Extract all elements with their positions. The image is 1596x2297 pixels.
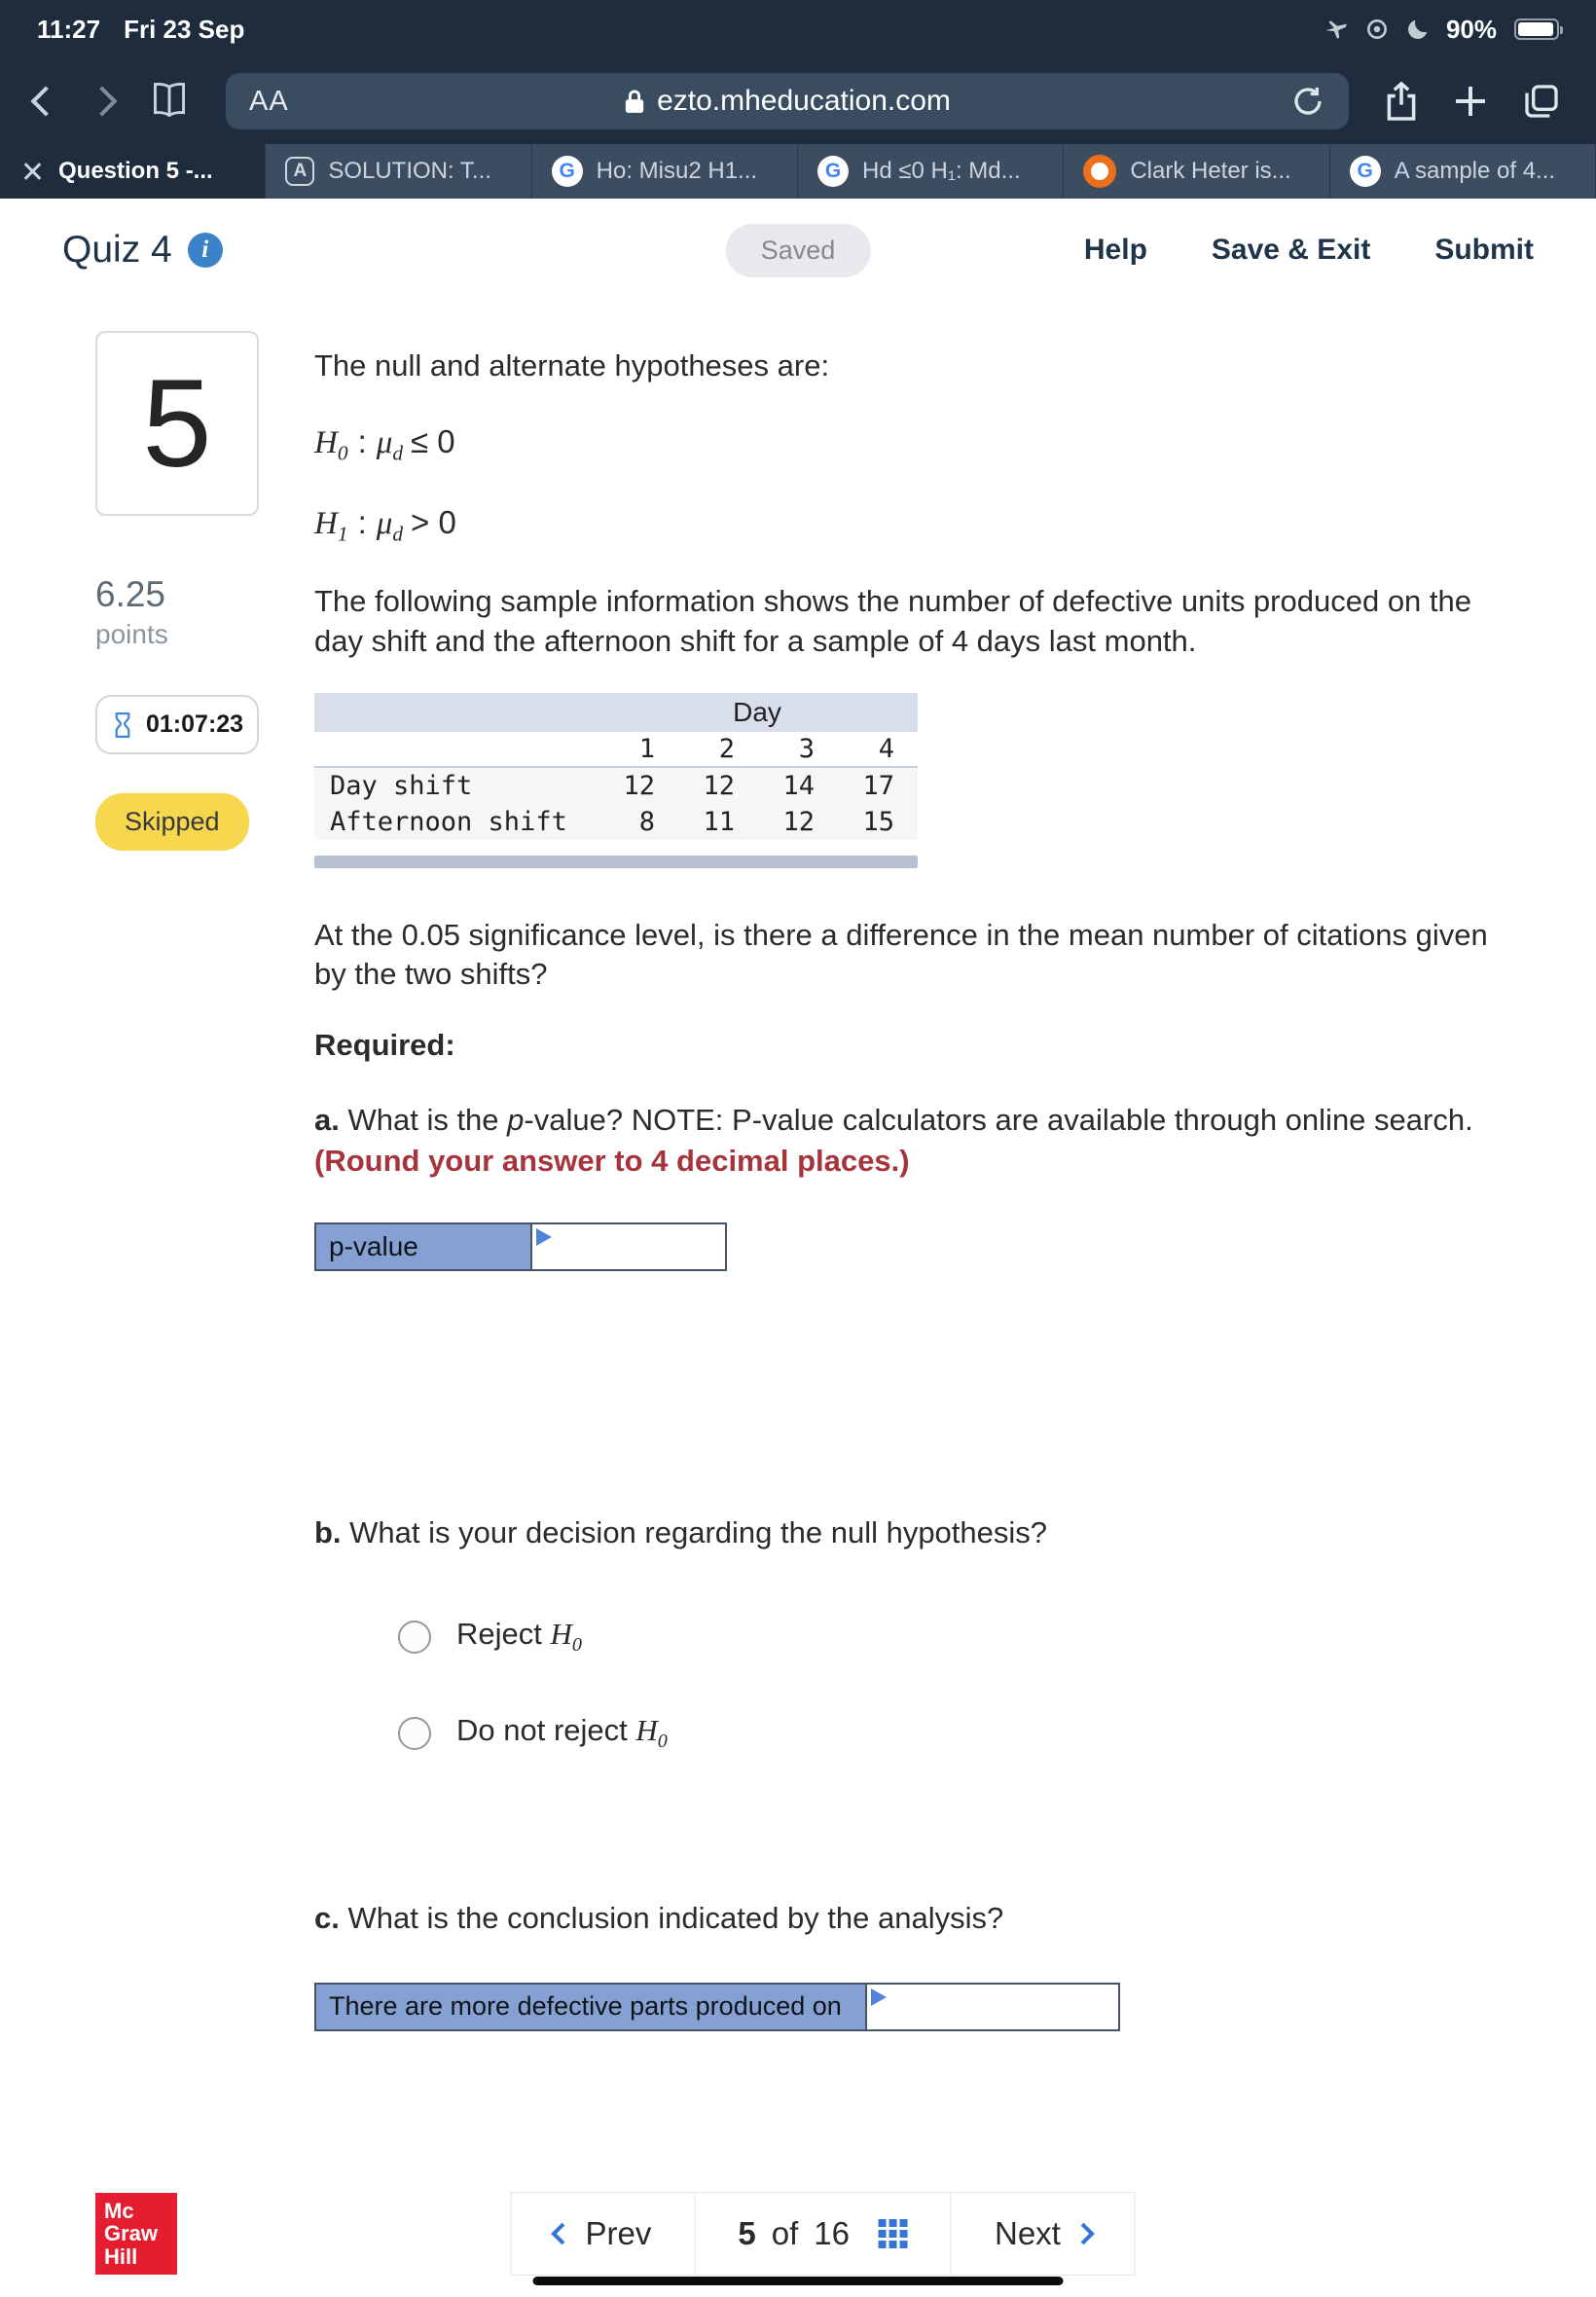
hypotheses-intro: The null and alternate hypotheses are: bbox=[314, 348, 830, 383]
save-exit-button[interactable]: Save & Exit bbox=[1211, 234, 1371, 266]
airplane-icon bbox=[1324, 17, 1349, 42]
column-header: 2 bbox=[718, 734, 735, 765]
text-size-button[interactable]: AA bbox=[249, 85, 289, 117]
hypothesis-alternate: $H_1$ : $\mu_d > 0$ bbox=[314, 503, 456, 546]
tab-google-3[interactable]: G A sample of 4... bbox=[1330, 144, 1596, 199]
sample-table bbox=[314, 693, 918, 840]
part-b-question: b. What is your decision regarding the null hypothesis? bbox=[314, 1514, 1048, 1550]
part-b-label: b. bbox=[314, 1514, 342, 1550]
timer-value: 01:07:23 bbox=[146, 711, 244, 738]
status-clock-date bbox=[37, 15, 244, 45]
google-favicon: G bbox=[1350, 156, 1381, 187]
battery-percent: 90% bbox=[1445, 14, 1497, 44]
option-label: Do not reject $H_0$ bbox=[456, 1713, 668, 1753]
flag-marker-icon bbox=[536, 1228, 552, 1246]
part-c-question: c. What is the conclusion indicated by the analysis? bbox=[314, 1901, 1004, 1936]
battery-icon bbox=[1514, 18, 1559, 40]
moon-icon bbox=[1405, 17, 1431, 42]
new-tab-icon[interactable] bbox=[1454, 85, 1487, 118]
p-value-input-wrap bbox=[532, 1224, 725, 1269]
part-a-label: a. bbox=[314, 1102, 340, 1137]
clock: 11:27 bbox=[37, 14, 101, 44]
hypothesis-null: $H_0$ : $\mu_d \le 0$ bbox=[314, 423, 455, 465]
required-label: Required: bbox=[314, 1027, 455, 1062]
next-button[interactable]: Next bbox=[951, 2193, 1135, 2275]
quiz-title: Quiz 4 bbox=[62, 229, 172, 271]
question-map-icon[interactable] bbox=[879, 2219, 908, 2248]
radio-button[interactable] bbox=[398, 1621, 431, 1654]
quiz-content bbox=[0, 302, 1596, 2170]
significance-question: At the 0.05 significance level, is there a difference in the mean number of citations given by the two shifts? bbox=[314, 918, 1488, 992]
points-label: points bbox=[95, 619, 168, 649]
back-button[interactable] bbox=[30, 86, 60, 116]
tab-google-1[interactable]: G Ho: Misu2 H1... bbox=[532, 144, 798, 199]
header-actions bbox=[1084, 234, 1534, 267]
p-value-input[interactable] bbox=[532, 1224, 725, 1269]
option-do-not-reject-h0[interactable] bbox=[398, 1713, 1579, 1753]
table-group-header-row bbox=[314, 693, 918, 732]
p-value-label: p-value bbox=[316, 1224, 532, 1269]
reload-icon[interactable] bbox=[1290, 84, 1325, 119]
points-value: 6.25 bbox=[95, 574, 166, 614]
info-icon[interactable]: i bbox=[188, 233, 223, 268]
of-label: of bbox=[771, 2215, 799, 2251]
rounding-note: (Round your answer to 4 decimal places.) bbox=[314, 1143, 910, 1178]
tab-solution[interactable]: A SOLUTION: T... bbox=[266, 144, 531, 199]
quiz-header bbox=[0, 199, 1596, 302]
table-group-header: Day bbox=[733, 697, 781, 728]
chevron-left-icon bbox=[551, 2223, 573, 2245]
current-page: 5 bbox=[738, 2215, 756, 2251]
help-button[interactable]: Help bbox=[1083, 234, 1147, 266]
status-indicators bbox=[1324, 15, 1559, 45]
date: Fri 23 Sep bbox=[124, 14, 245, 44]
p-italic: p bbox=[507, 1102, 525, 1137]
privacy-icon bbox=[1364, 17, 1390, 42]
orange-circle-favicon bbox=[1083, 155, 1116, 188]
conclusion-input-wrap bbox=[867, 1985, 1118, 2029]
tab-question-5[interactable]: Question 5 -... bbox=[0, 144, 266, 199]
sample-description: The following sample information shows the number of defective units produced on the day shift and the afternoon shift for a sample of 4 days last month. bbox=[314, 584, 1472, 658]
address-bar[interactable] bbox=[226, 73, 1349, 129]
url-text: ezto.mheducation.com bbox=[657, 85, 951, 117]
mcgraw-hill-logo: Mc Graw Hill bbox=[95, 2193, 177, 2275]
page-indicator bbox=[694, 2193, 951, 2275]
option-label: Reject $H_0$ bbox=[456, 1616, 582, 1657]
close-icon[interactable] bbox=[19, 159, 45, 184]
radio-button[interactable] bbox=[398, 1717, 431, 1750]
table-scrollbar[interactable] bbox=[314, 856, 918, 868]
prev-button[interactable]: Prev bbox=[512, 2193, 695, 2275]
timer bbox=[95, 695, 259, 754]
status-bar bbox=[0, 0, 1596, 58]
browser-toolbar bbox=[0, 58, 1596, 144]
total-pages: 16 bbox=[814, 2215, 850, 2251]
saved-badge: Saved bbox=[726, 224, 871, 277]
reader-favicon: A bbox=[285, 157, 314, 186]
forward-button[interactable] bbox=[87, 86, 117, 116]
conclusion-input[interactable] bbox=[867, 1985, 1118, 2029]
conclusion-label: There are more defective parts produced on bbox=[316, 1985, 867, 2029]
pagination bbox=[511, 2192, 1136, 2276]
column-header: 4 bbox=[878, 734, 894, 765]
conclusion-field bbox=[314, 1983, 1120, 2031]
option-reject-h0[interactable] bbox=[398, 1617, 1579, 1657]
table-column-header-row bbox=[314, 732, 918, 768]
url-display[interactable] bbox=[226, 85, 1349, 118]
p-value-field bbox=[314, 1222, 727, 1271]
question-body bbox=[314, 302, 1579, 2170]
column-header: 3 bbox=[798, 734, 815, 765]
question-sidebar bbox=[95, 302, 261, 2170]
chevron-right-icon bbox=[1073, 2223, 1096, 2245]
table-row-afternoon-shift: Afternoon shift 8 11 12 15 bbox=[314, 804, 918, 840]
lock-icon bbox=[624, 88, 645, 115]
table-row-day-shift: Day shift 12 12 14 17 bbox=[314, 768, 918, 804]
submit-button[interactable]: Submit bbox=[1434, 234, 1534, 266]
bookmarks-icon[interactable] bbox=[148, 82, 191, 121]
flag-marker-icon bbox=[871, 1988, 887, 2006]
hourglass-icon bbox=[111, 711, 134, 739]
column-header: 1 bbox=[638, 734, 655, 765]
home-indicator[interactable] bbox=[533, 2277, 1064, 2285]
browser-chrome bbox=[0, 0, 1596, 199]
tab-google-2[interactable]: G Hd ≤0 H₁: Md... bbox=[798, 144, 1064, 199]
google-favicon: G bbox=[817, 156, 849, 187]
part-c-label: c. bbox=[314, 1901, 340, 1936]
tab-clark-heter[interactable]: Clark Heter is... bbox=[1064, 144, 1329, 199]
question-number-box: 5 bbox=[95, 331, 259, 516]
tabs-overview-icon[interactable] bbox=[1522, 82, 1561, 121]
google-favicon: G bbox=[552, 156, 583, 187]
share-icon[interactable] bbox=[1384, 80, 1419, 123]
part-a-question: a. What is the p-value? NOTE: P-value calculators are available through online search. (Round your answer to 4 decimal places.) bbox=[314, 1100, 1579, 1182]
tab-bar bbox=[0, 144, 1596, 199]
skipped-badge: Skipped bbox=[95, 793, 249, 851]
